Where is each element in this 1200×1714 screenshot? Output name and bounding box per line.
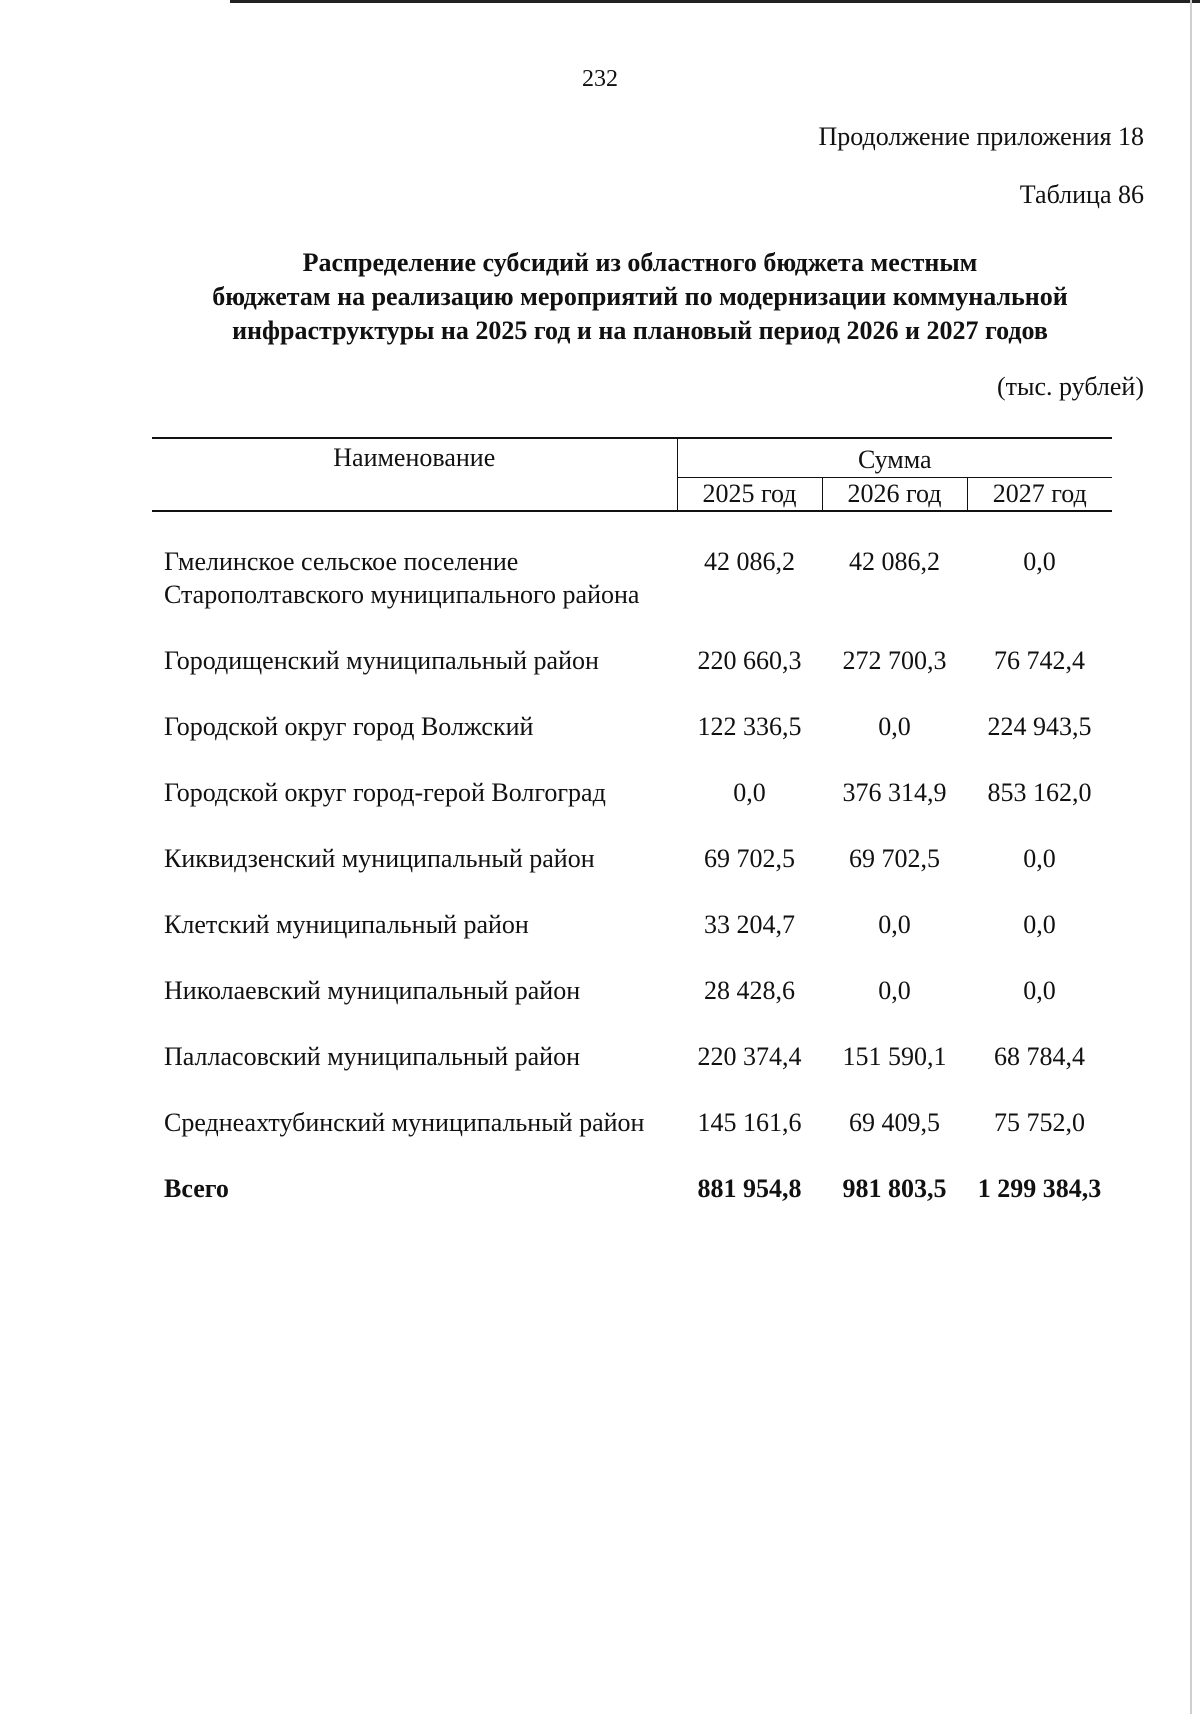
table-number: Таблица 86 — [1019, 180, 1144, 209]
value-2025: 33 204,7 — [704, 910, 795, 939]
row-name: Киквидзенский муниципальный район — [164, 844, 595, 873]
column-header-sum: Сумма — [677, 438, 1112, 478]
row-name: Среднеахтубинский муниципальный район — [164, 1108, 645, 1137]
value-2027: 75 752,0 — [994, 1108, 1085, 1137]
value-2027: 0,0 — [1023, 976, 1056, 1005]
column-header-2027: 2027 год — [967, 478, 1112, 512]
table-row — [152, 1040, 1112, 1106]
value-2026: 272 700,3 — [842, 646, 947, 675]
table-row — [152, 908, 1112, 974]
value-2025: 220 660,3 — [697, 646, 802, 675]
value-2025: 69 702,5 — [704, 844, 795, 873]
value-2026: 151 590,1 — [842, 1042, 947, 1071]
row-name: Городской округ город-герой Волгоград — [164, 778, 606, 807]
annex-continuation: Продолжение приложения 18 — [818, 122, 1144, 151]
total-row — [152, 1172, 1112, 1238]
value-2027: 853 162,0 — [987, 778, 1092, 807]
value-2027: 0,0 — [1023, 844, 1056, 873]
scan-right-border — [1190, 0, 1192, 1714]
value-2027: 68 784,4 — [994, 1042, 1085, 1071]
scan-top-border — [230, 0, 1200, 3]
value-2026: 0,0 — [878, 976, 911, 1005]
value-2027: 0,0 — [1023, 547, 1056, 576]
table-row — [152, 974, 1112, 1040]
column-header-2026: 2026 год — [822, 478, 967, 512]
value-2027: 224 943,5 — [987, 712, 1092, 741]
title-line: бюджетам на реализацию мероприятий по модернизации коммунальной — [212, 282, 1068, 311]
value-2025: 28 428,6 — [704, 976, 795, 1005]
table-row — [152, 842, 1112, 908]
table-row — [152, 644, 1112, 710]
row-name: Городищенский муниципальный район — [164, 646, 599, 675]
total-2025: 881 954,8 — [697, 1174, 802, 1203]
value-2027: 76 742,4 — [994, 646, 1085, 675]
row-name: Гмелинское сельское поселение Старополтавского муниципального района — [164, 547, 640, 609]
row-name: Городской округ город Волжский — [164, 712, 534, 741]
table-row — [152, 710, 1112, 776]
units-label: (тыс. рублей) — [996, 372, 1144, 401]
value-2025: 145 161,6 — [697, 1108, 802, 1137]
value-2026: 376 314,9 — [842, 778, 947, 807]
row-name: Николаевский муниципальный район — [164, 976, 581, 1005]
value-2026: 42 086,2 — [849, 547, 940, 576]
total-2027: 1 299 384,3 — [977, 1174, 1102, 1203]
title-line: инфраструктуры на 2025 год и на плановый период 2026 и 2027 годов — [232, 316, 1048, 345]
value-2026: 69 702,5 — [849, 844, 940, 873]
row-name: Палласовский муниципальный район — [164, 1042, 580, 1071]
value-2026: 0,0 — [878, 712, 911, 741]
subsidy-table — [152, 437, 1112, 1238]
table-row — [152, 545, 1112, 644]
value-2027: 0,0 — [1023, 910, 1056, 939]
title-line: Распределение субсидий из областного бюджета местным — [302, 248, 978, 277]
table-row — [152, 776, 1112, 842]
value-2026: 69 409,5 — [849, 1108, 940, 1137]
document-title — [140, 246, 1140, 348]
total-2026: 981 803,5 — [842, 1174, 947, 1203]
value-2025: 122 336,5 — [697, 712, 802, 741]
value-2026: 0,0 — [878, 910, 911, 939]
table-row — [152, 1106, 1112, 1172]
page-number: 232 — [582, 66, 618, 92]
row-name: Клетский муниципальный район — [164, 910, 529, 939]
column-header-2025: 2025 год — [677, 478, 822, 512]
value-2025: 220 374,4 — [697, 1042, 802, 1071]
column-header-name: Наименование — [152, 438, 677, 511]
value-2025: 0,0 — [733, 778, 766, 807]
total-label: Всего — [164, 1174, 229, 1203]
value-2025: 42 086,2 — [704, 547, 795, 576]
